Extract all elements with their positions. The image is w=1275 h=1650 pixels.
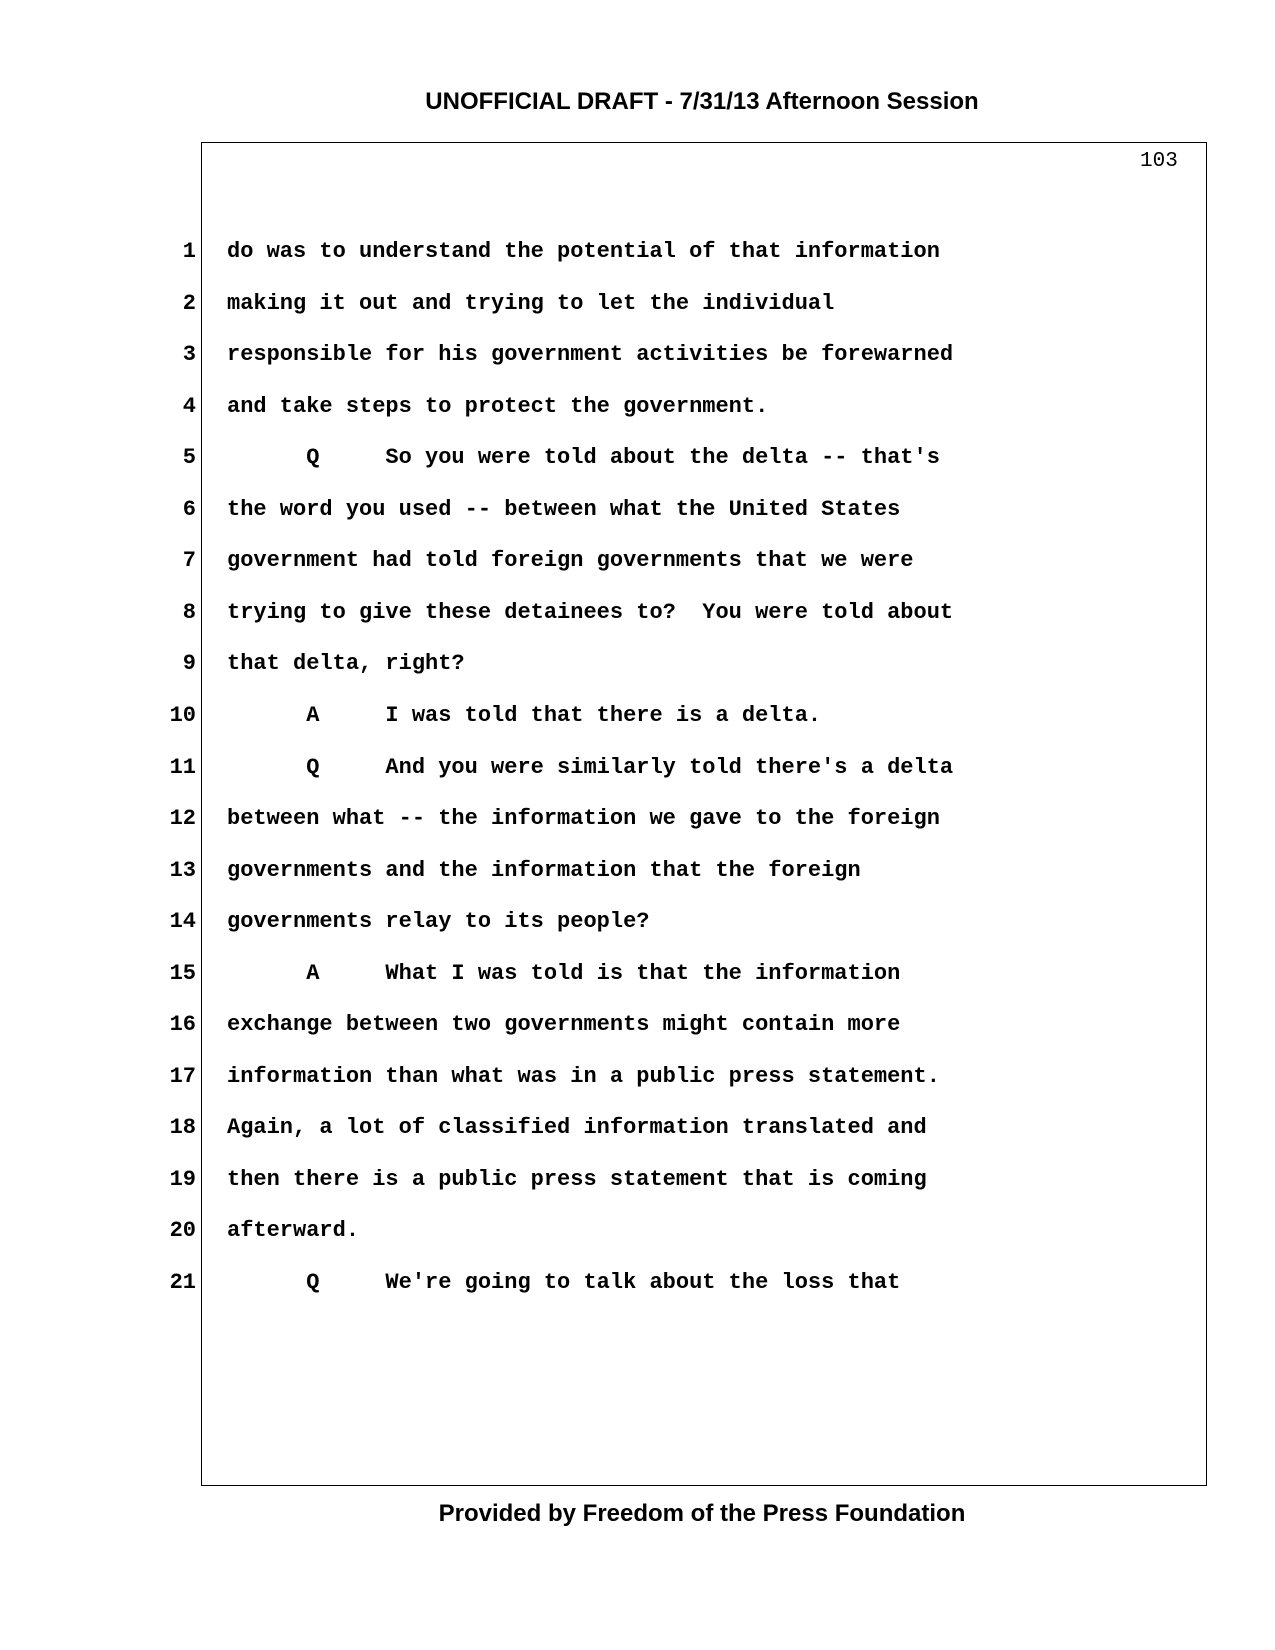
line-number: 15 [169, 961, 196, 986]
line-number: 8 [182, 600, 196, 625]
line-number: 20 [169, 1218, 196, 1243]
line-text: governments relay to its people? [227, 909, 650, 934]
document-footer: Provided by Freedom of the Press Foundation [438, 1500, 966, 1527]
line-text: A What I was told is that the information [227, 961, 901, 986]
line-text: Q And you were similarly told there's a delta [227, 755, 954, 780]
document-header: UNOFFICIAL DRAFT - 7/31/13 Afternoon Session [425, 88, 979, 115]
line-number: 9 [182, 651, 196, 676]
line-text: governments and the information that the foreign [227, 858, 861, 883]
line-number: 13 [169, 858, 196, 883]
line-text: the word you used -- between what the United States [227, 497, 901, 522]
line-number: 18 [169, 1115, 196, 1140]
line-number: 14 [169, 909, 196, 934]
page-number: 103 [1140, 150, 1178, 173]
line-number: 21 [169, 1270, 196, 1295]
line-text: information than what was in a public press statement. [227, 1064, 940, 1089]
line-text: then there is a public press statement that is coming [227, 1167, 927, 1192]
line-text: do was to understand the potential of that information [227, 239, 940, 264]
line-text: making it out and trying to let the individual [227, 291, 835, 316]
line-text: responsible for his government activities be forewarned [227, 342, 954, 367]
line-number: 19 [169, 1167, 196, 1192]
line-text: between what -- the information we gave to the foreign [227, 806, 940, 831]
line-number: 4 [182, 394, 196, 419]
line-text: exchange between two governments might contain more [227, 1012, 901, 1037]
line-text: A I was told that there is a delta. [227, 703, 822, 728]
line-number: 3 [182, 342, 196, 367]
line-number: 10 [169, 703, 196, 728]
line-text: trying to give these detainees to? You were told about [227, 600, 954, 625]
line-number: 5 [182, 445, 196, 470]
line-number: 7 [182, 548, 196, 573]
line-text: Q So you were told about the delta -- that's [227, 445, 940, 470]
line-number: 6 [182, 497, 196, 522]
line-number: 12 [169, 806, 196, 831]
line-text: Q We're going to talk about the loss that [227, 1270, 901, 1295]
line-text: government had told foreign governments that we were [227, 548, 914, 573]
line-number: 1 [182, 239, 196, 264]
line-text: that delta, right? [227, 651, 465, 676]
line-number: 11 [169, 755, 196, 780]
line-number: 16 [169, 1012, 196, 1037]
line-number: 17 [169, 1064, 196, 1089]
line-number: 2 [182, 291, 196, 316]
line-text: and take steps to protect the government. [227, 394, 769, 419]
line-text: afterward. [227, 1218, 360, 1243]
line-text: Again, a lot of classified information translated and [227, 1115, 927, 1140]
